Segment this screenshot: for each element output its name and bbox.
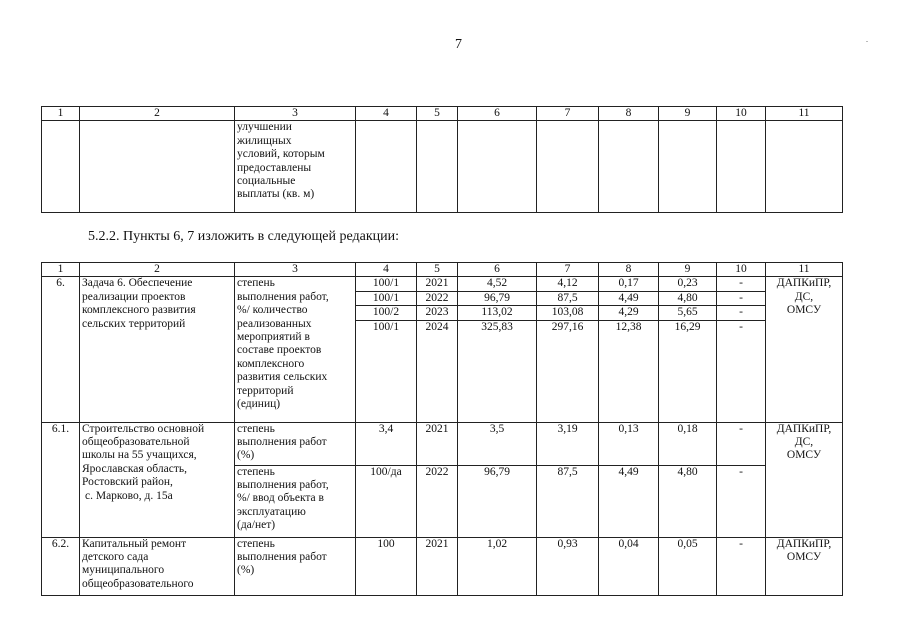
amount-col8: 0,13 [599, 422, 659, 465]
text-line: жилищных [237, 134, 292, 147]
text-line: ДАПКиПР, [776, 537, 832, 550]
text-line: ДС, [794, 290, 814, 303]
task-name [80, 422, 235, 537]
amount-col10: - [717, 537, 766, 595]
row-number: 6.1. [42, 422, 80, 537]
text-line: выполнения работ, [237, 479, 329, 492]
amount-col8: 0,17 [599, 277, 659, 291]
target-value: 100 [356, 537, 417, 595]
executor-cell [766, 537, 843, 595]
col-header: 7 [537, 263, 599, 277]
col-header: 4 [356, 107, 417, 121]
col-header: 11 [766, 263, 843, 277]
text-line: %/ ввод объекта в [237, 492, 324, 505]
text-line: комплексного развития [82, 304, 196, 317]
indicator-cell [235, 465, 356, 537]
col-header: 1 [42, 263, 80, 277]
col-header: 9 [659, 263, 717, 277]
target-value: 100/1 [356, 291, 417, 305]
col-header: 3 [235, 263, 356, 277]
amount-col10: - [717, 465, 766, 537]
target-value: 100/1 [356, 320, 417, 422]
text-line: территорий [237, 384, 294, 397]
cell [417, 121, 458, 213]
cell [717, 121, 766, 213]
col-header: 10 [717, 107, 766, 121]
col-header: 2 [80, 107, 235, 121]
cell [458, 121, 537, 213]
table-row-6-1 [42, 422, 843, 465]
cell [599, 121, 659, 213]
amount-col7: 103,08 [537, 306, 599, 320]
table-points [41, 262, 843, 596]
col-header: 1 [42, 107, 80, 121]
task-name [80, 537, 235, 595]
amount-col8: 4,49 [599, 465, 659, 537]
text-line: степень [237, 422, 275, 435]
amount-col8: 4,29 [599, 306, 659, 320]
col-header: 4 [356, 263, 417, 277]
text-line: комплексного [237, 357, 305, 370]
text-line: (%) [237, 564, 255, 577]
amount-total: 1,02 [458, 537, 537, 595]
text-line: общеобразовательного [82, 577, 194, 590]
amount-total: 325,83 [458, 320, 537, 422]
text-line: ДАПКиПР, [776, 422, 832, 435]
target-value: 100/1 [356, 277, 417, 291]
col-header: 5 [417, 263, 458, 277]
header-row [42, 107, 843, 121]
amount-total: 96,79 [458, 291, 537, 305]
text-line: реализованных [237, 317, 312, 330]
amount-col7: 4,12 [537, 277, 599, 291]
amount-col7: 87,5 [537, 291, 599, 305]
col-header: 2 [80, 263, 235, 277]
amount-col9: 0,05 [659, 537, 717, 595]
text-line: ОМСУ [786, 449, 822, 462]
page-number: 7 [455, 37, 462, 52]
text-line: Задача 6. Обеспечение [82, 277, 193, 290]
target-value: 100/да [356, 465, 417, 537]
text-line: Ярославская область, [82, 462, 187, 475]
text-line: эксплуатацию [237, 505, 306, 518]
text-line: степень [237, 465, 275, 478]
year: 2023 [417, 306, 458, 320]
instruction-text: 5.2.2. Пункты 6, 7 изложить в следующей редакции: [88, 229, 400, 244]
indicator-cell [235, 277, 356, 422]
text-line: развития сельских [237, 371, 328, 384]
table-row-6-2 [42, 537, 843, 595]
amount-col7: 297,16 [537, 320, 599, 422]
text-line: сельских территорий [82, 317, 186, 330]
table-row [42, 121, 843, 213]
text-line: реализации проектов [82, 290, 186, 303]
target-value: 3,4 [356, 422, 417, 465]
indicator-cell [235, 422, 356, 465]
amount-col7: 3,19 [537, 422, 599, 465]
amount-col9: 16,29 [659, 320, 717, 422]
text-line: мероприятий в [237, 331, 310, 344]
amount-col9: 4,80 [659, 465, 717, 537]
text-line: ОМСУ [786, 304, 822, 317]
year: 2021 [417, 422, 458, 465]
year: 2021 [417, 537, 458, 595]
col-header: 5 [417, 107, 458, 121]
col-header: 8 [599, 263, 659, 277]
text-line: муниципального [82, 564, 165, 577]
text-line: степень [237, 537, 275, 550]
amount-col7: 0,93 [537, 537, 599, 595]
amount-col7: 87,5 [537, 465, 599, 537]
amount-col9: 5,65 [659, 306, 717, 320]
text-line: (да/нет) [237, 519, 276, 532]
text-line: ДАПКиПР, [776, 277, 832, 290]
text-line: условий, которым [237, 148, 325, 161]
amount-col8: 4,49 [599, 291, 659, 305]
text-line: составе проектов [237, 344, 322, 357]
text-line: детского сада [82, 551, 149, 564]
cell [80, 121, 235, 213]
executor-cell [766, 422, 843, 537]
scan-speck [866, 41, 868, 42]
cell [537, 121, 599, 213]
text-line: Строительство основной [82, 422, 205, 435]
cell [42, 121, 80, 213]
text-line: ДС, [794, 436, 814, 449]
col-header: 3 [235, 107, 356, 121]
text-line: Капитальный ремонт [82, 537, 187, 550]
text-line: с. Марково, д. 15а [85, 489, 173, 502]
executor-cell [766, 277, 843, 422]
header-row [42, 263, 843, 277]
text-line: улучшении [237, 121, 292, 134]
cell [356, 121, 417, 213]
amount-total: 3,5 [458, 422, 537, 465]
text-line: социальные [237, 175, 296, 188]
text-line: выполнения работ [237, 551, 327, 564]
amount-col10: - [717, 277, 766, 291]
target-value: 100/2 [356, 306, 417, 320]
row-number: 6.2. [42, 537, 80, 595]
indicator-cell [235, 537, 356, 595]
cell [766, 121, 843, 213]
amount-col9: 4,80 [659, 291, 717, 305]
text-line: школы на 55 учащихся, [82, 449, 197, 462]
table-continuation [41, 106, 843, 213]
text-line: выполнения работ, [237, 290, 329, 303]
col-header: 11 [766, 107, 843, 121]
amount-col9: 0,23 [659, 277, 717, 291]
col-header: 9 [659, 107, 717, 121]
amount-col10: - [717, 320, 766, 422]
col-header: 7 [537, 107, 599, 121]
text-line: (%) [237, 449, 255, 462]
year: 2024 [417, 320, 458, 422]
year: 2021 [417, 277, 458, 291]
col-header: 10 [717, 263, 766, 277]
text-line: %/ количество [237, 304, 308, 317]
amount-col10: - [717, 422, 766, 465]
amount-col8: 12,38 [599, 320, 659, 422]
text-line: (единиц) [237, 398, 281, 411]
task-name [80, 277, 235, 422]
text-line: ОМСУ [786, 551, 822, 564]
row-number: 6. [42, 277, 80, 422]
amount-col10: - [717, 291, 766, 305]
indicator-cell [235, 121, 356, 213]
cell [659, 121, 717, 213]
text-line: общеобразовательной [82, 436, 190, 449]
col-header: 6 [458, 107, 537, 121]
year: 2022 [417, 291, 458, 305]
text-line: степень [237, 277, 275, 290]
year: 2022 [417, 465, 458, 537]
text-line: предоставлены [237, 161, 312, 174]
col-header: 6 [458, 263, 537, 277]
amount-col9: 0,18 [659, 422, 717, 465]
text-line: Ростовский район, [82, 476, 173, 489]
text-line: выплаты (кв. м) [237, 188, 315, 201]
amount-col8: 0,04 [599, 537, 659, 595]
text-line: выполнения работ [237, 436, 327, 449]
col-header: 8 [599, 107, 659, 121]
amount-total: 113,02 [458, 306, 537, 320]
amount-total: 4,52 [458, 277, 537, 291]
amount-col10: - [717, 306, 766, 320]
amount-total: 96,79 [458, 465, 537, 537]
table-row-6 [42, 277, 843, 291]
